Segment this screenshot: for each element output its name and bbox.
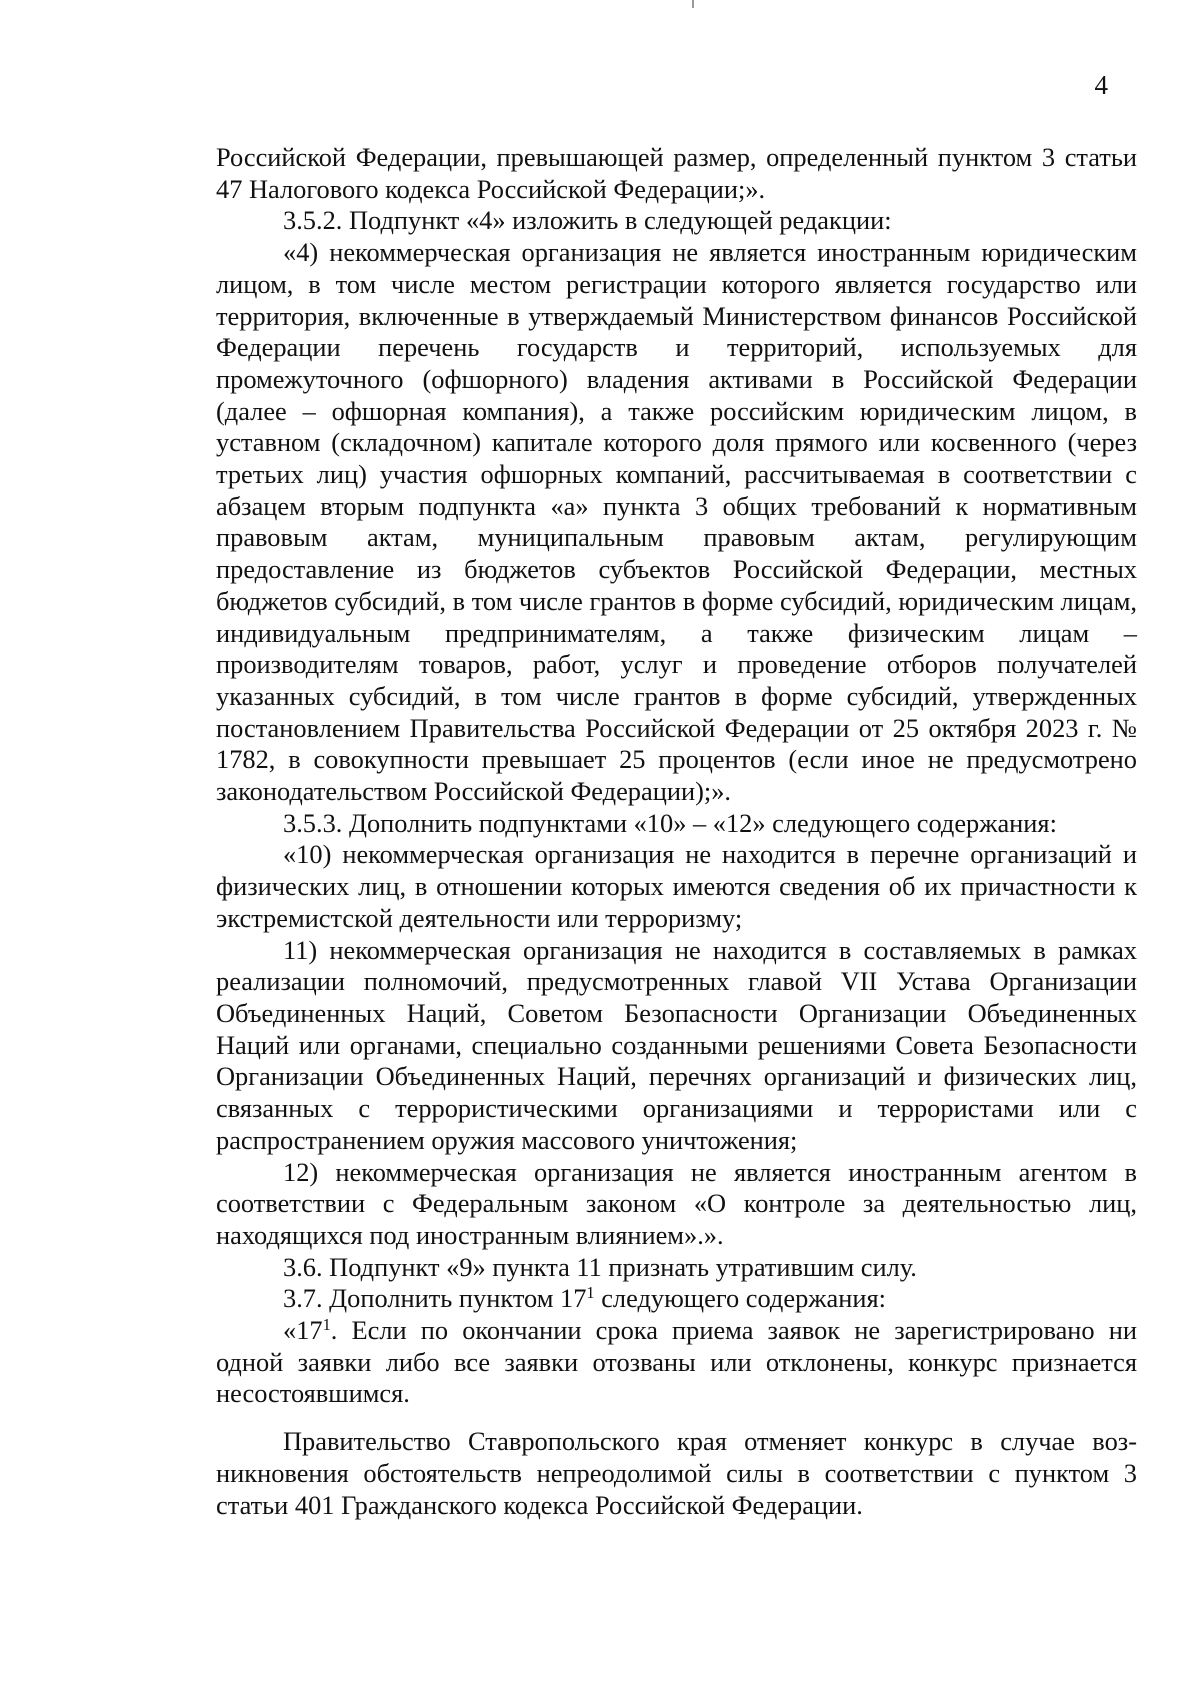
paragraph-3-7-text-end: следующего содержания: xyxy=(594,1283,886,1314)
paragraph-subitem-10: «10) некоммерческая организация не находится в перечне организаций и физических лиц, в отношении которых имеются сведения об их причастности к экстремистской деятельности или терроризму; xyxy=(216,839,1137,933)
paragraph-3-7 xyxy=(216,1283,1137,1315)
paragraph-final: Правительство Ставропольского края отменяет конкурс в случае возникновения обстоятельств непреодолимой силы в соответствии с пунктом 3 статьи 401 Гражданского кодекса Российской Федерации. xyxy=(216,1426,1137,1520)
paragraph-3-5-3: 3.5.3. Дополнить подпунктами «10» – «12» следующего содержания: xyxy=(283,807,1057,838)
paragraph-continuation: Российской Федерации, превышающей размер, определенный пунктом 3 статьи 47 Налогового кодекса Российской Федерации;». xyxy=(216,142,1137,204)
page-number: 4 xyxy=(1094,70,1108,100)
paragraph-3-5-2: 3.5.2. Подпункт «4» изложить в следующей редакции: xyxy=(283,205,892,236)
paragraph-3-6: 3.6. Подпункт «9» пункта 11 признать утратившим силу. xyxy=(283,1251,917,1282)
document-body xyxy=(216,142,1137,1521)
paragraph-subitem-4: «4) некоммерческая организация не является иностранным юридическим лицом, в том числе местом регистрации которого является государство или территория, включенные в утверждаемый Министерством финансов Российской Федерации перечень государств и территорий, используемых для промежуточного (офшорного) владения активами в Российской Федерации (далее – офшорная компания), а также российским юридическим лицом, в уставном (складочном) капитале которого доля прямого или косвенного (через третьих лиц) участия офшорных компаний, рассчитываемая в соответствии с абзацем вторым подпункта «а» пункта 3 общих требований к нормативным правовым актам, муниципальным правовым актам, регулирующим предоставление из бюджетов субъектов Российской Федерации, местных бюджетов субсидий, в том числе грантов в форме субсидий, юридическим лицам, индивидуальным предпринимателям, а также физическим лицам – производителям товаров, работ, услуг и проведение отборов получателей указанных субсидий, в том числе грантов в форме субсидий, утвержденных постановлением Правительства Российской Федерации от 25 октября 2023 г. № 1782, в совокупности превышает 25 процентов (если иное не предусмотрено законодательством Российской Федерации);». xyxy=(216,237,1137,807)
paragraph-3-7-text: 3.7. Дополнить пунктом 17 xyxy=(283,1283,587,1314)
paragraph-17-1-text-end: . Если по окончании срока приема заявок не зарегистрировано ни одной заявки либо все заявки отозваны или отклонены, конкурс признается несостоявшимся. xyxy=(216,1315,1137,1409)
paragraph-subitem-11: 11) некоммерческая организация не находится в составляемых в рамках реализации полномочий, предусмотренных главой VII Устава Организации Объединенных Наций, Советом Безопасности Организации Объединенных Наций или органами, специально созданными решениями Совета Безопасности Организации Объединенных Наций, перечнях организаций и физических лиц, связанных с террористическими организациями и террористами или с распространением оружия массового уничтожения; xyxy=(216,934,1137,1155)
superscript: 1 xyxy=(586,1283,595,1303)
paragraph-17-1-text: «17 xyxy=(283,1315,323,1346)
scan-mark xyxy=(692,0,694,8)
paragraph-item-17-1 xyxy=(216,1315,1137,1410)
paragraph-subitem-12: 12) некоммерческая организация не является иностранным агентом в соответствии с Федеральным законом «О контроле за деятельностью лиц, находящихся под иностранным влиянием».». xyxy=(216,1156,1137,1250)
superscript: 1 xyxy=(322,1315,331,1335)
